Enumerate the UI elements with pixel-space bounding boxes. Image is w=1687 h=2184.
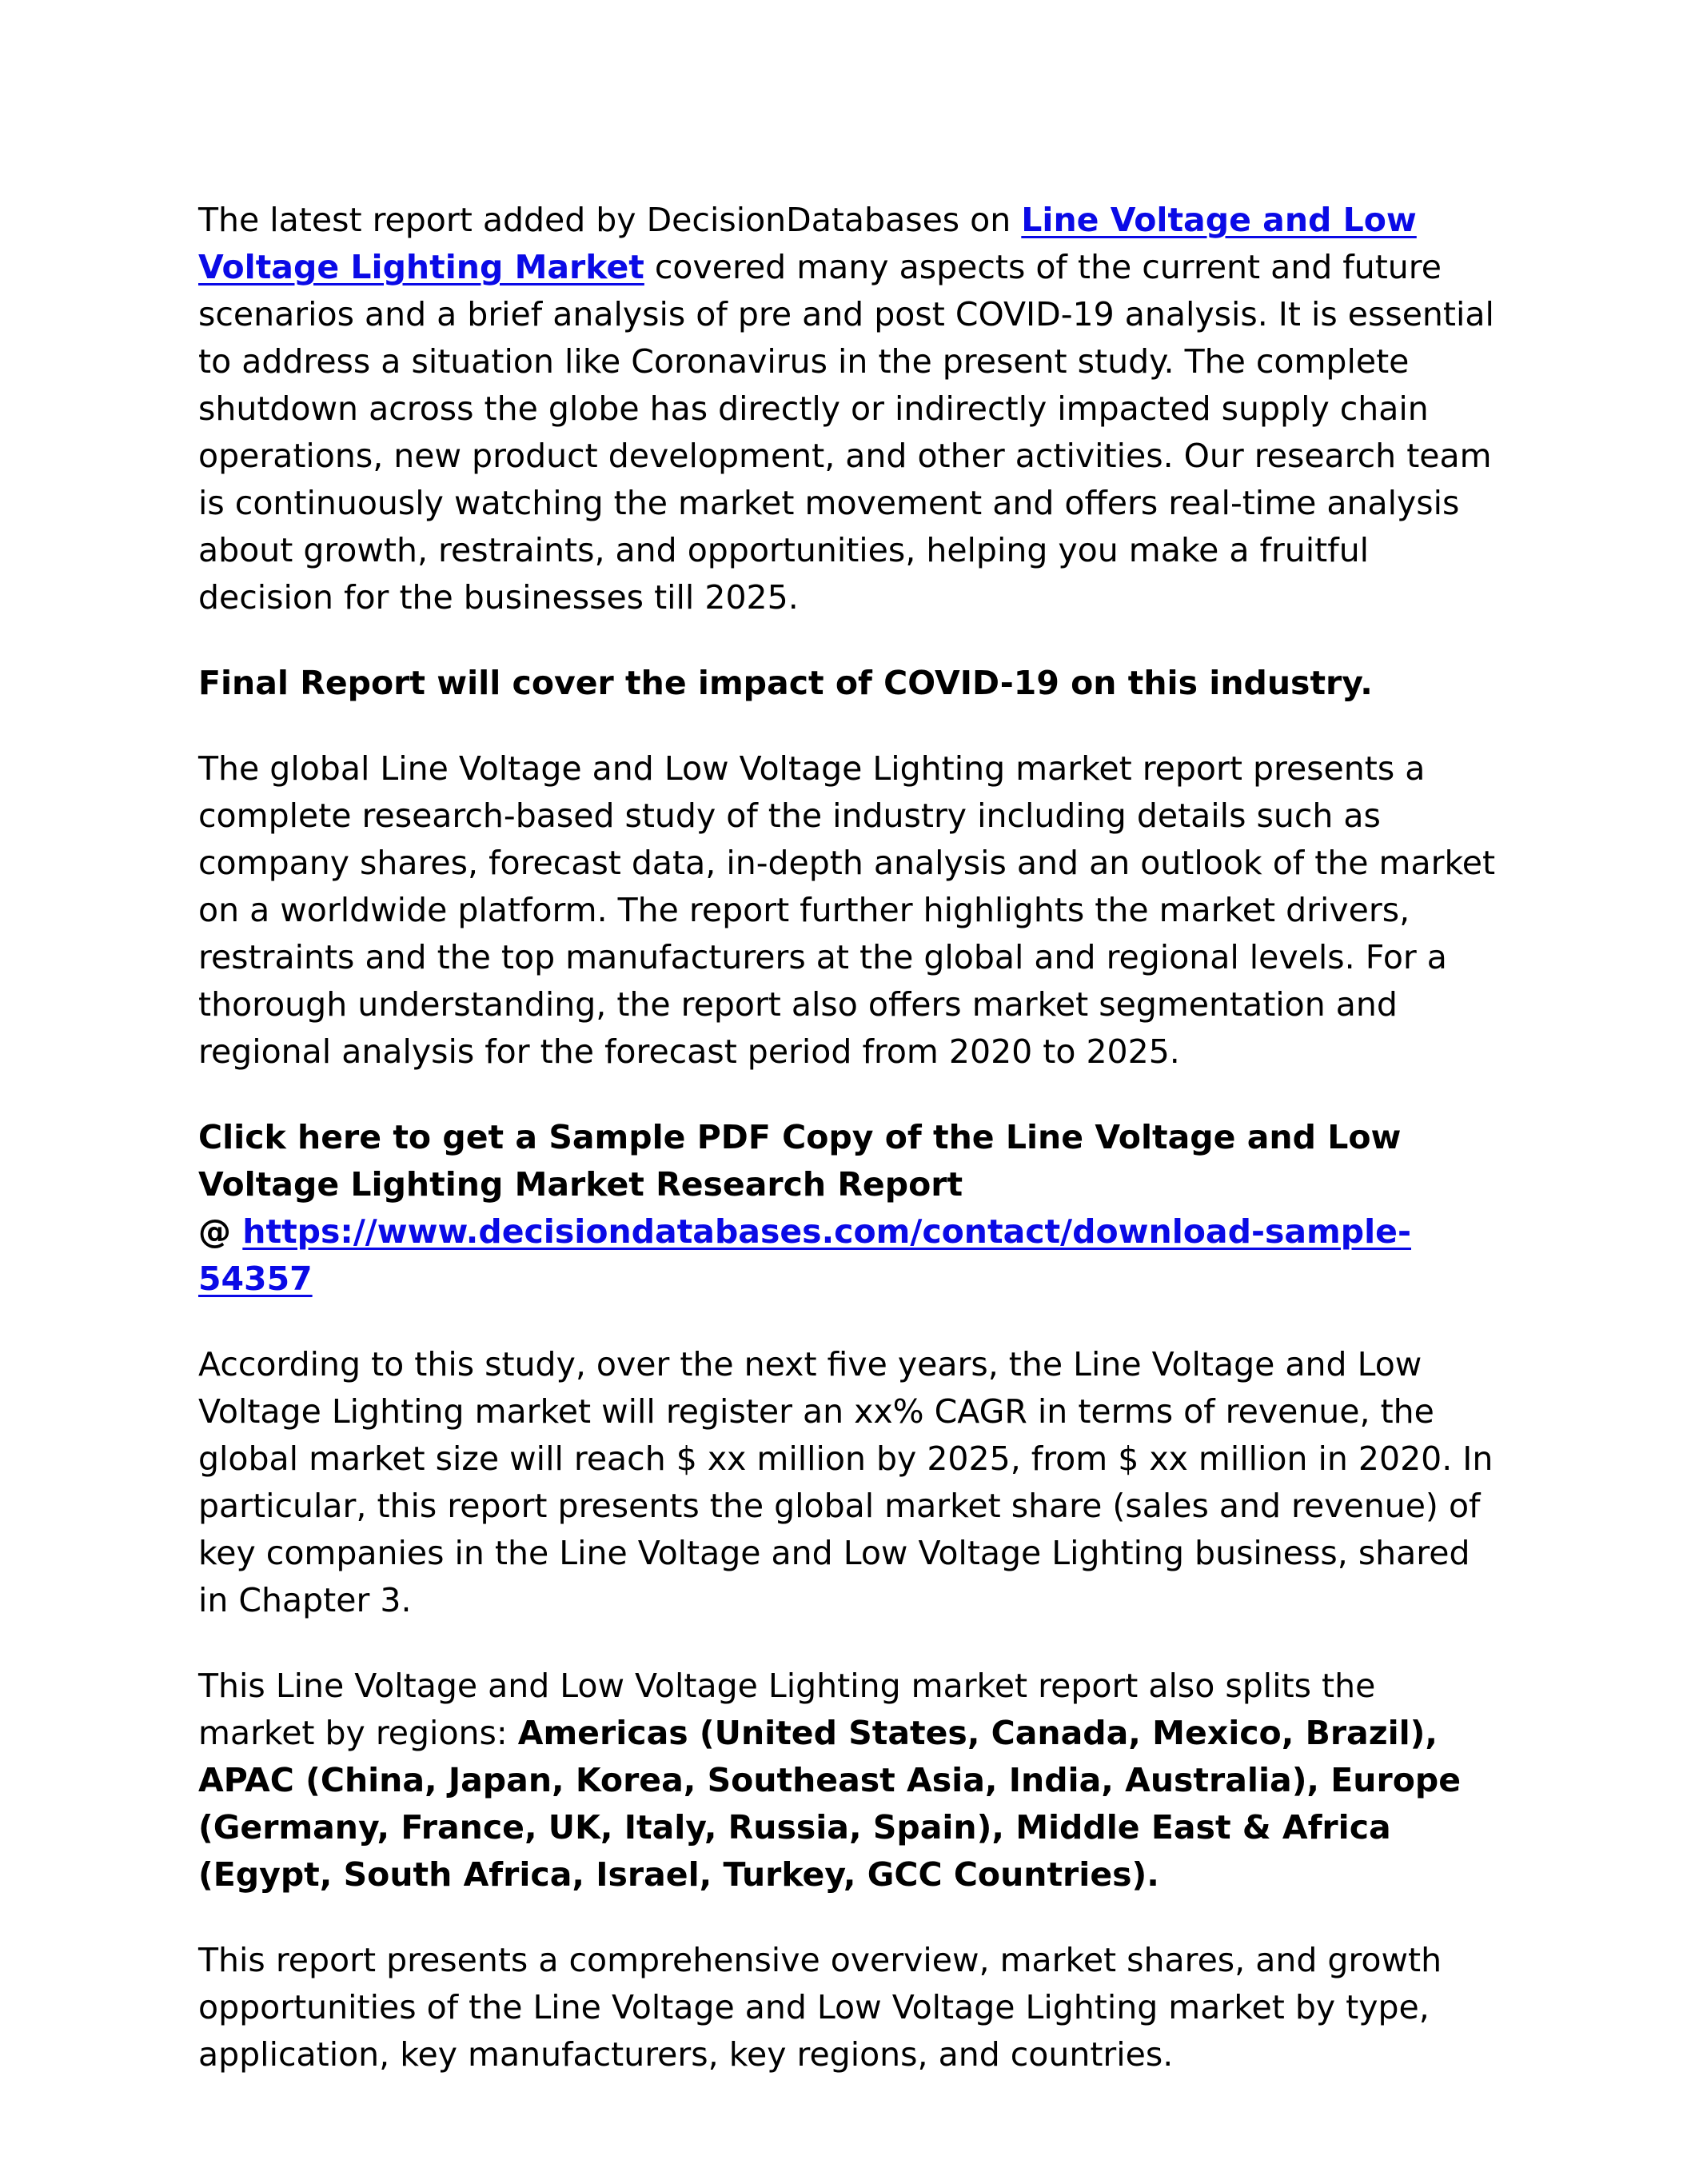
intro-lead-text: The latest report added by DecisionDatabases on bbox=[198, 201, 1022, 239]
sample-download-link[interactable]: https://www.decisiondatabases.com/contact/download-sample-54357 bbox=[198, 1212, 1411, 1298]
overview-paragraph: The global Line Voltage and Low Voltage Lighting market report presents a complete research-based study of the industry including details such as company shares, forecast data, in-depth analysis and an outlook of the market on a worldwide platform. The report further highlights the market drivers, restraints and the top manufacturers at the global and regional levels. For a thorough understanding, the report also offers market segmentation and regional analysis for the forecast period from 2020 to 2025. bbox=[198, 749, 1496, 1071]
regions-paragraph bbox=[198, 1663, 1502, 1899]
cagr-paragraph: According to this study, over the next five years, the Line Voltage and Low Voltage Lighting market will register an xx% CAGR in terms of revenue, the global market size will reach $ xx million by 2025, from $ xx million in 2020. In particular, this report presents the global market share (sales and revenue) of key companies in the Line Voltage and Low Voltage Lighting business, shared in Chapter 3. bbox=[198, 1345, 1494, 1619]
regions-lead-text: This Line Voltage and Low Voltage Lighting market report also splits the market by regions: bbox=[198, 1667, 1376, 1752]
regions-list: Americas (United States, Canada, Mexico, Brazil), APAC (China, Japan, Korea, Southeast Asia, India, Australia), Europe (Germany, France, UK, Italy, Russia, Spain), Middle East & Africa (Egypt, South Africa, Israel, Turkey, GCC Countries). bbox=[198, 1714, 1462, 1894]
final-report-note: Final Report will cover the impact of COVID-19 on this industry. bbox=[198, 664, 1373, 702]
intro-paragraph bbox=[198, 197, 1502, 621]
summary-paragraph: This report presents a comprehensive overview, market shares, and growth opportunities of the Line Voltage and Low Voltage Lighting market by type, application, key manufacturers, key regions, and countries. bbox=[198, 1941, 1442, 2074]
document-body bbox=[198, 197, 1502, 2117]
market-report-link[interactable]: Line Voltage and Low Voltage Lighting Market bbox=[198, 201, 1417, 286]
intro-rest-text: covered many aspects of the current and future scenarios and a brief analysis of pre and post COVID-19 analysis. It is essential to address a situation like Coronavirus in the present study. The complete shutdown across the globe has directly or indirectly impacted supply chain operations, new product development, and other activities. Our research team is continuously watching the market movement and offers real-time analysis about growth, restraints, and opportunities, helping you make a fruitful decision for the businesses till 2025. bbox=[198, 248, 1494, 617]
sample-cta bbox=[198, 1114, 1502, 1303]
sample-cta-text: Click here to get a Sample PDF Copy of the Line Voltage and Low Voltage Lighting Market Research Report bbox=[198, 1118, 1402, 1204]
sample-cta-at-sign: @ bbox=[198, 1212, 243, 1251]
